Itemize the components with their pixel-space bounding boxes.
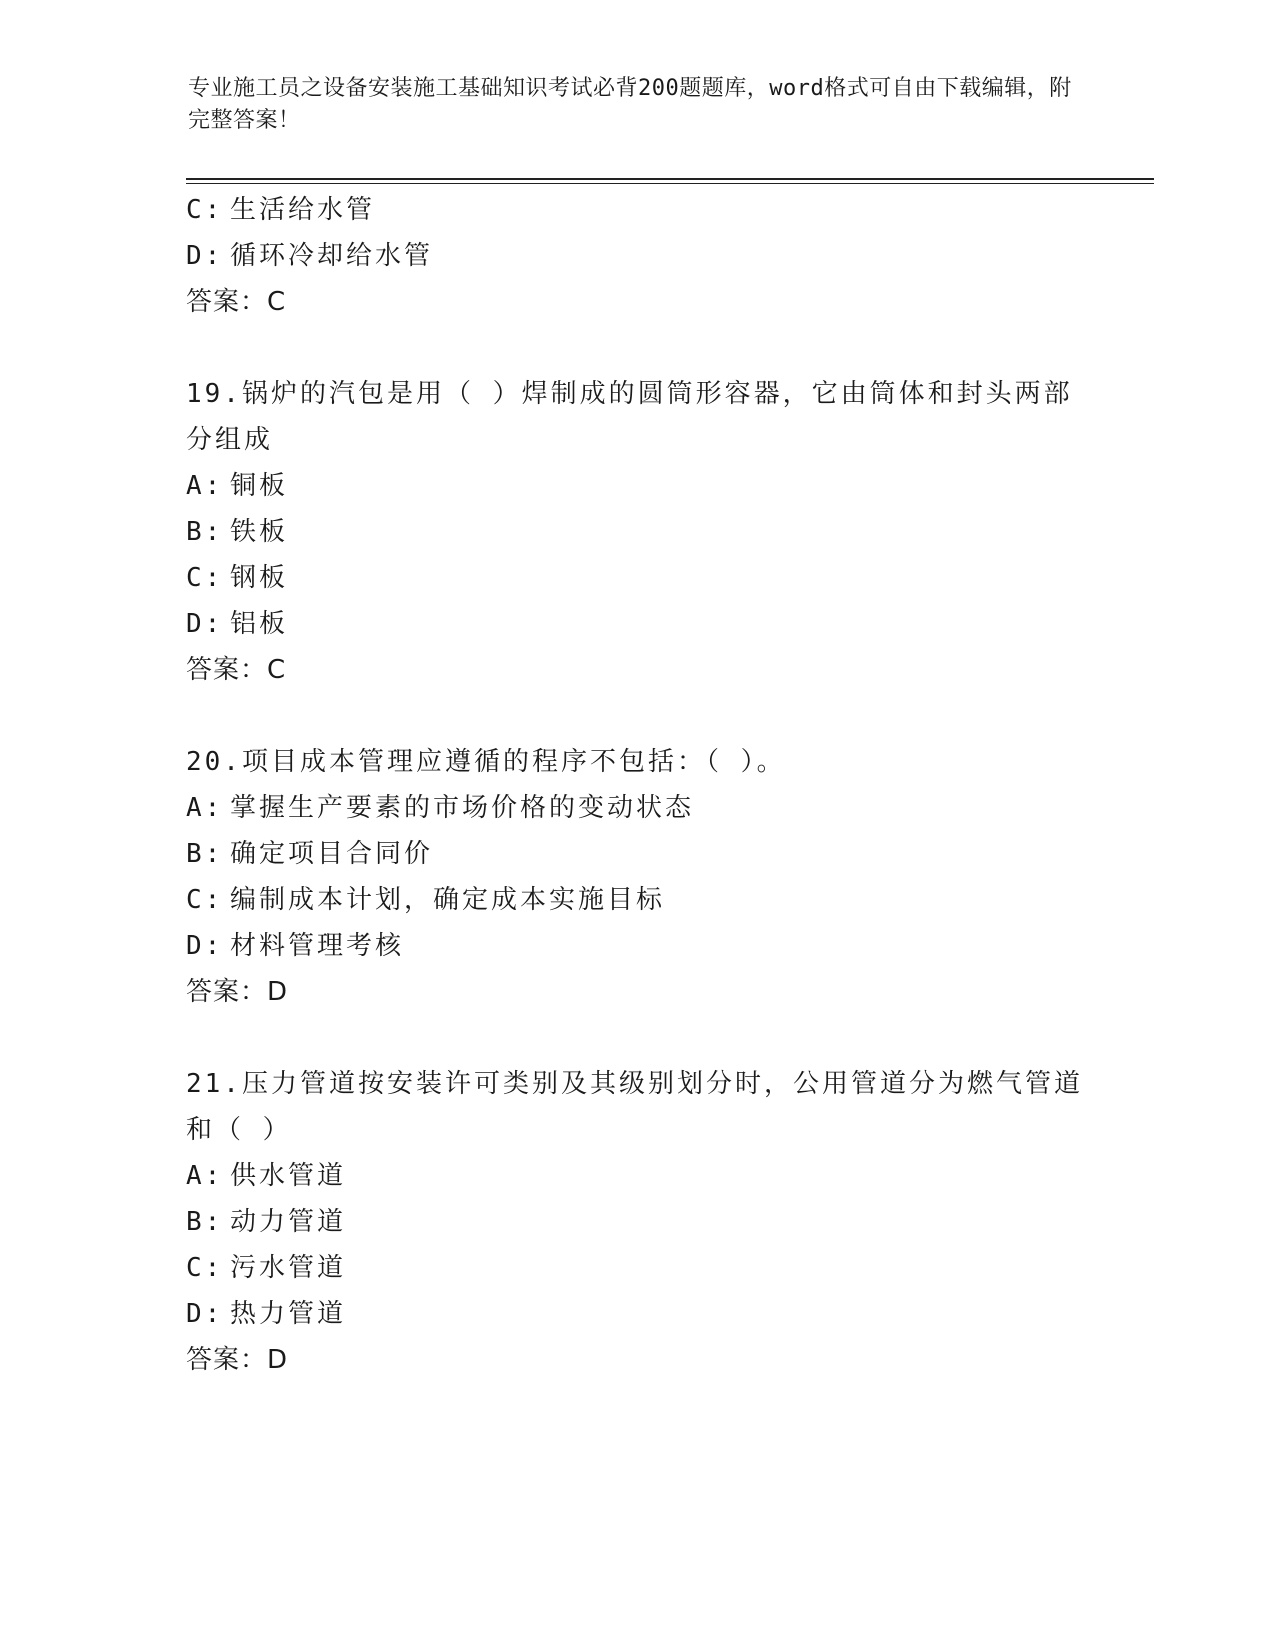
option-key: C: [186,885,224,915]
option-key: C: [186,563,224,593]
option-text: 铁板 [230,517,289,547]
option-text: 铝板 [230,609,289,639]
option-key: A: [186,1161,224,1191]
option-line [186,601,1086,647]
question-list [186,187,1086,1383]
question-stem: 19.锅炉的汽包是用（ ）焊制成的圆筒形容器，它由筒体和封头两部分组成 [186,379,1073,455]
option-text: 确定项目合同价 [230,839,434,869]
option-key: D: [186,241,224,271]
option-key: C: [186,1253,224,1283]
option-text: 生活给水管 [230,195,376,225]
option-line [186,187,1086,233]
option-text: 动力管道 [230,1207,347,1237]
option-line [186,1245,1086,1291]
question-stem: 21.压力管道按安装许可类别及其级别划分时，公用管道分为燃气管道和（ ） [186,1069,1083,1145]
option-line [186,509,1086,555]
option-line [186,1153,1086,1199]
option-line [186,877,1086,923]
option-text: 掌握生产要素的市场价格的变动状态 [230,793,695,823]
option-line [186,923,1086,969]
option-line [186,233,1086,279]
option-text: 热力管道 [230,1299,347,1329]
option-line [186,1291,1086,1337]
answer-line: 答案：C [186,287,287,317]
option-text: 供水管道 [230,1161,347,1191]
option-key: B: [186,1207,224,1237]
option-line [186,1199,1086,1245]
option-text: 编制成本计划，确定成本实施目标 [230,885,666,915]
option-line [186,785,1086,831]
option-key: A: [186,471,224,501]
option-key: B: [186,517,224,547]
option-text: 钢板 [230,563,289,593]
header-divider-thin [186,183,1154,184]
answer-line: 答案：C [186,655,287,685]
option-line [186,555,1086,601]
option-key: A: [186,793,224,823]
answer-line: 答案：D [186,1345,289,1375]
option-text: 污水管道 [230,1253,347,1283]
header-divider-thick [186,178,1154,180]
option-key: D: [186,931,224,961]
option-key: D: [186,609,224,639]
answer-line: 答案：D [186,977,289,1007]
question-stem: 20.项目成本管理应遵循的程序不包括：（ ）。 [186,747,786,777]
option-line [186,831,1086,877]
option-line [186,463,1086,509]
document-header: 专业施工员之设备安装施工基础知识考试必背200题题库，word格式可自由下载编辑，附完整答案！ [188,76,1072,133]
option-text: 材料管理考核 [230,931,405,961]
option-text: 循环冷却给水管 [230,241,434,271]
option-key: C: [186,195,224,225]
option-key: B: [186,839,224,869]
option-text: 铜板 [230,471,289,501]
option-key: D: [186,1299,224,1329]
